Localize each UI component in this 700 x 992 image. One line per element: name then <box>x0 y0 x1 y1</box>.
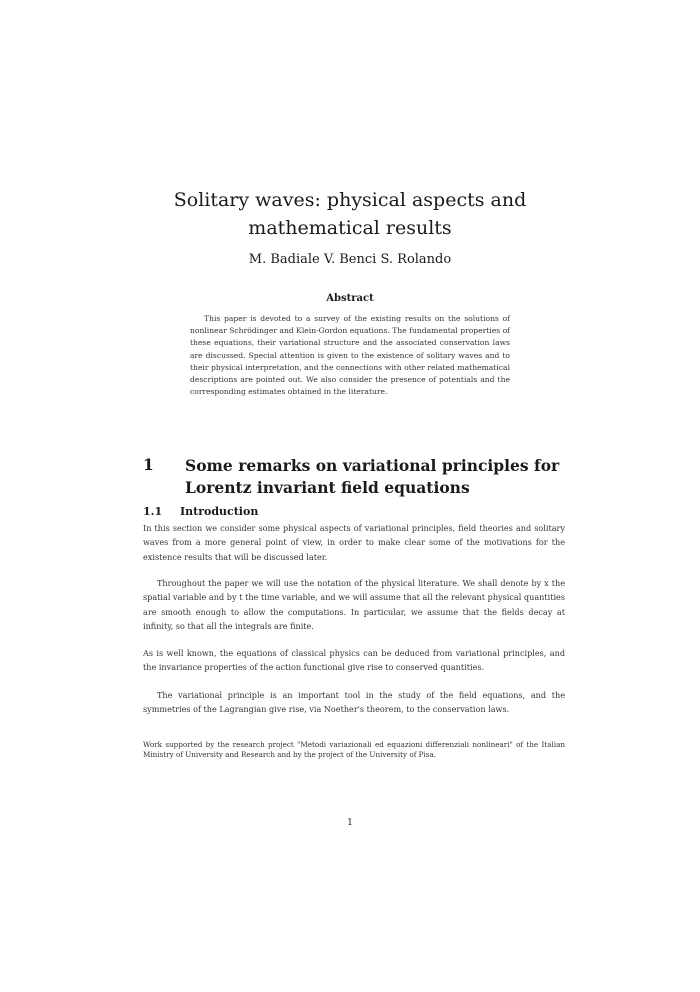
section-number: 1 <box>143 455 154 474</box>
body-paragraph: As is well known, the equations of classical physics can be deduced from variational principles, and the invariance properties of the action functional give rise to conserved quantities. <box>143 648 565 673</box>
paper-title: Solitary waves: physical aspects and mathematical results <box>173 189 527 239</box>
page-number: 1 <box>347 818 353 828</box>
body-paragraph: The variational principle is an important tool in the study of the field equations, and the symmetries of the Lagrangian give rise, via Noether's theorem, to the conservation laws. <box>143 690 565 715</box>
subsection-title: Introduction <box>179 505 259 518</box>
body-paragraph: Throughout the paper we will use the notation of the physical literature. We shall denote by x the spatial variable and by t the time variable, and we will assume that all the relevant physical quantities are smooth enough to allow the computations. In particular, we assume that the fields decay at infinity, so that all the integrals are finite. <box>143 578 565 632</box>
footnote: Work supported by the research project "Metodi variazionali ed equazioni differenziali nonlineari" of the Italian Ministry of University and Research and by the project of the University of Pisa. <box>143 740 565 760</box>
subsection-heading <box>143 505 258 518</box>
section-title: Some remarks on variational principles for Lorentz invariant field equations <box>185 456 560 497</box>
abstract-text: This paper is devoted to a survey of the existing results on the solutions of nonlinear Schrödinger and Klein-Gordon equations. The fundamental properties of these equations, their variational structure and the associated conservation laws are discussed. Special attention is given to the existence of solitary waves and to their physical interpretation, and the connections with other related mathematical descriptions are pointed out. We also consider the presence of potentials and the corresponding estimates obtained in the literature. <box>190 314 510 397</box>
abstract-heading: Abstract <box>326 293 374 304</box>
body-paragraph: In this section we consider some physical aspects of variational principles, field theories and solitary waves from a more general point of view, in order to make clear some of the motivations for the existence results that will be discussed later. <box>143 523 565 562</box>
paper-authors: M. Badiale V. Benci S. Rolando <box>248 252 452 267</box>
subsection-number: 1.1 <box>143 505 163 518</box>
